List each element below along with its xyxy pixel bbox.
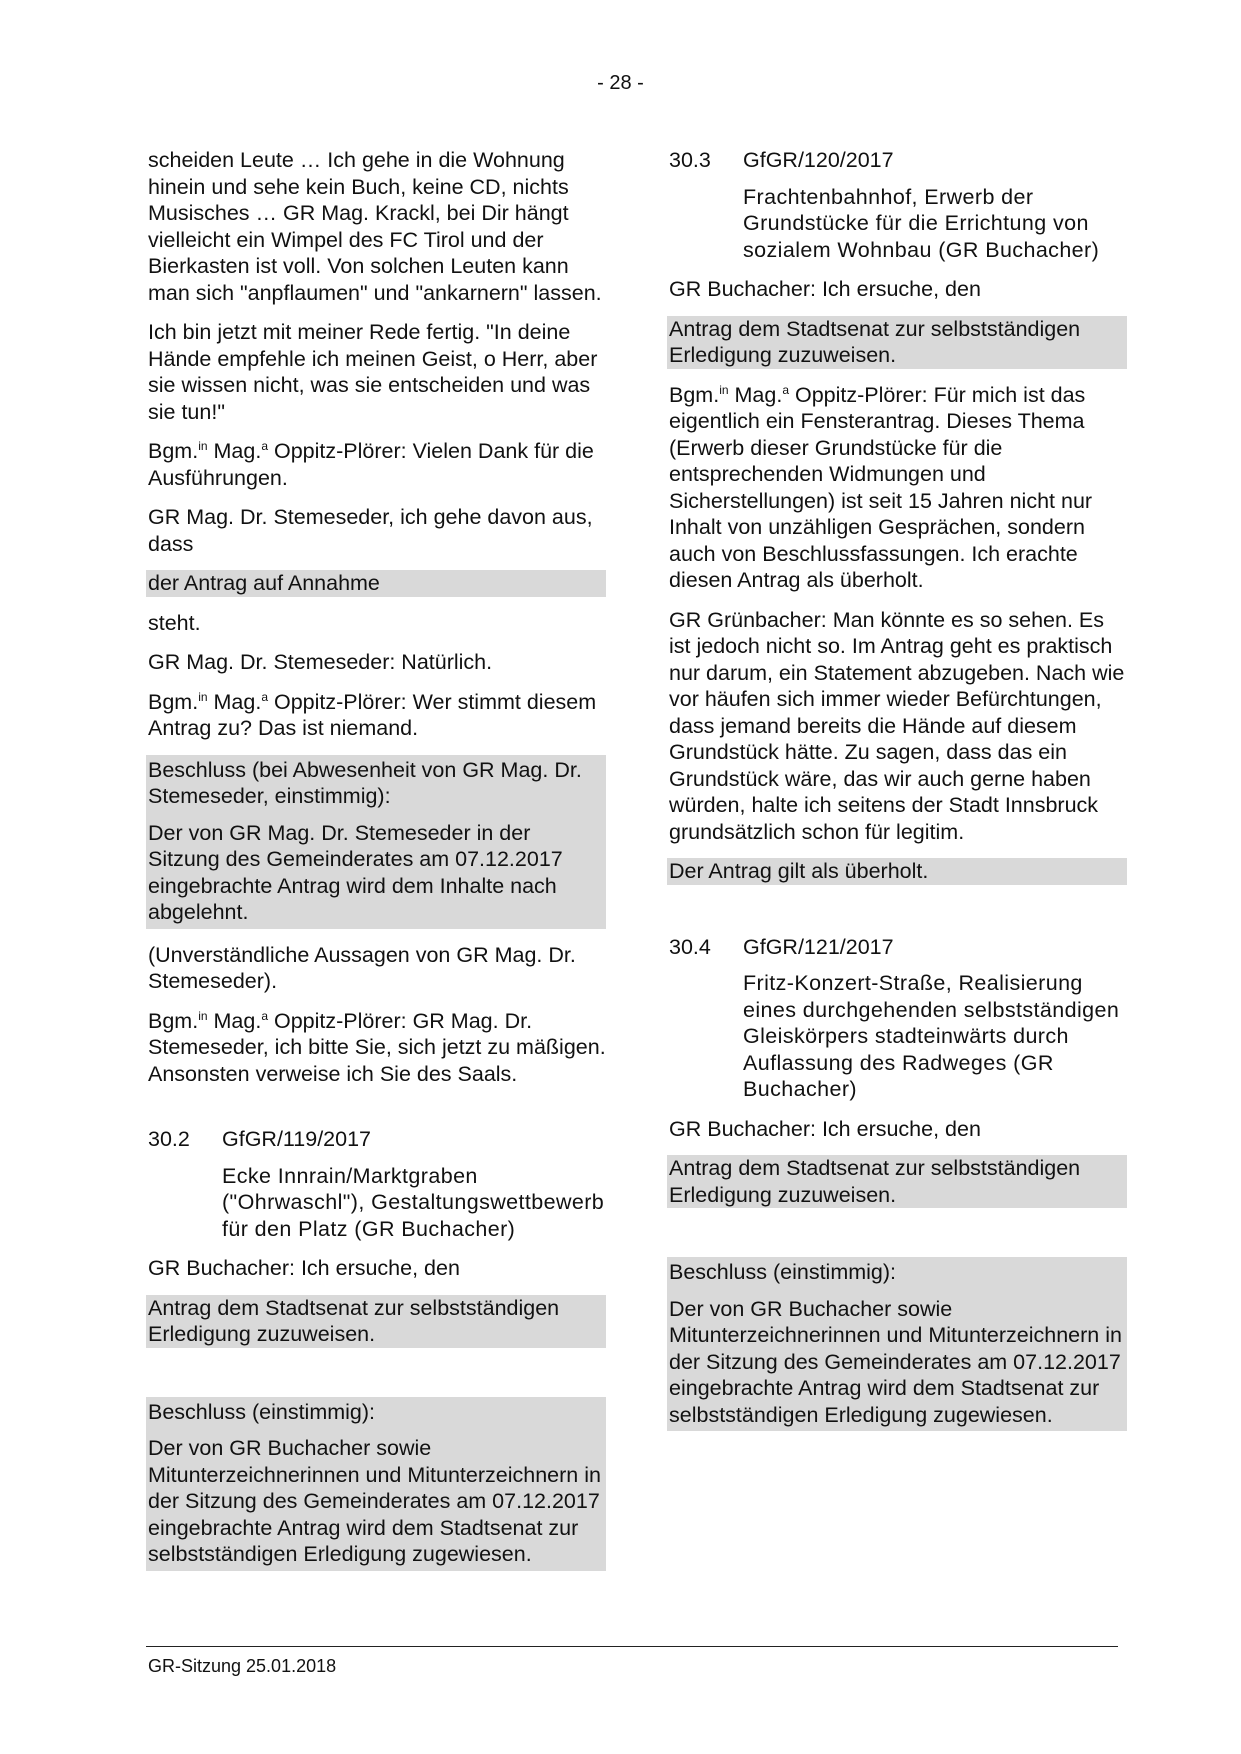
speaker-title: Mag. — [207, 689, 262, 714]
agenda-item-header — [669, 934, 1127, 961]
shaded-text: Antrag dem Stadtsenat zur selbstständigen Erledigung zuzuweisen. — [667, 316, 1127, 369]
speaker-name: Oppitz-Plörer: — [268, 1008, 407, 1033]
resolution-heading: Beschluss (bei Abwesenheit von GR Mag. Dr. Stemeseder, einstimmig): — [148, 757, 582, 808]
agenda-item-code: GfGR/121/2017 — [743, 934, 894, 959]
speaker-title: Mag. — [207, 439, 262, 463]
resolution-text: Der von GR Buchacher sowie Mitunterzeichnerinnen und Mitunterzeichnern in der Sitzung des Gemeinderates am 07.12.2017 eingebrachte Antrag wird dem Stadtsenat zur selbstständigen Erledigung zugewiesen. — [669, 1296, 1122, 1427]
superscript: in — [198, 689, 208, 704]
paragraph: scheiden Leute … Ich gehe in die Wohnung hinein und sehe kein Buch, keine CD, nichts Musisches … GR Mag. Krackl, bei Dir hängt vielleicht ein Wimpel des FC Tirol und der Bierkasten ist voll. Von solchen Leuten kann man sich "anpflaumen" und "ankarnern" lassen. — [148, 148, 602, 305]
agenda-item-number: 30.2 — [148, 1127, 190, 1151]
superscript: a — [261, 438, 268, 453]
speaker-title: Bgm. — [148, 439, 199, 463]
resolution-heading: Beschluss (einstimmig): — [669, 1260, 896, 1284]
agenda-item-header — [669, 147, 1127, 174]
speech-text: GR Mag. Dr. Stemeseder, ich bitte Sie, sich jetzt zu mäßigen. Ansonsten verweise ich Sie des Saals. — [148, 1008, 606, 1086]
speaker-name: Oppitz-Plörer: — [789, 382, 928, 407]
left-column — [146, 147, 606, 1571]
paragraph: GR Buchacher: Ich ersuche, den — [669, 1116, 981, 1141]
agenda-item-number: 30.3 — [669, 148, 711, 172]
agenda-item-number: 30.4 — [669, 934, 711, 959]
speaker-title: Bgm. — [669, 382, 720, 407]
agenda-item-code: GfGR/119/2017 — [222, 1127, 371, 1151]
paragraph: Ich bin jetzt mit meiner Rede fertig. "In deine Hände empfehle ich meinen Geist, o Herr, aber sie wissen nicht, was sie entscheiden und was sie tun!" — [148, 320, 598, 424]
resolution-text: Der von GR Buchacher sowie Mitunterzeichnerinnen und Mitunterzeichnern in der Sitzung des Gemeinderates am 07.12.2017 eingebrachte Antrag wird dem Stadtsenat zur selbstständigen Erledigung zugewiesen. — [148, 1436, 601, 1566]
agenda-item-title: Fritz-Konzert-Straße, Realisierung eines durchgehenden selbstständigen Gleiskörpers stadteinwärts durch Auflassung des Radweges (GR Buchacher) — [743, 971, 1120, 1101]
speaker-title: Bgm. — [148, 689, 199, 714]
footer-text: GR-Sitzung 25.01.2018 — [148, 1656, 337, 1676]
speaker-paragraph — [148, 438, 606, 491]
paragraph: GR Buchacher: Ich ersuche, den — [669, 277, 981, 301]
agenda-item-title: Frachtenbahnhof, Erwerb der Grundstücke für die Errichtung von sozialem Wohnbau (GR Buchacher) — [743, 184, 1100, 262]
footer-divider — [146, 1646, 1118, 1647]
resolution-block — [146, 1397, 606, 1571]
speaker-paragraph — [148, 689, 606, 742]
shaded-text: der Antrag auf Annahme — [146, 570, 606, 597]
paragraph: GR Grünbacher: Man könnte es so sehen. Es ist jedoch nicht so. Im Antrag geht es praktisch nur darum, ein Statement abzugeben. Nach wie vor häufen sich immer wieder Befürchtungen, dass jemand bereits die Hände auf diesem Grundstück hätte. Zu sagen, dass das ein Grundstück wäre, das wir auch gerne haben würden, halte ich seitens der Stadt Innsbruck grundsätzlich schon für legitim. — [669, 607, 1125, 844]
speaker-paragraph — [669, 382, 1127, 594]
superscript: a — [261, 689, 268, 704]
speech-text: Wer stimmt diesem Antrag zu? Das ist niemand. — [148, 689, 597, 740]
superscript: in — [198, 1008, 208, 1023]
shaded-text: Antrag dem Stadtsenat zur selbstständigen Erledigung zuzuweisen. — [146, 1295, 606, 1348]
superscript: in — [198, 438, 208, 453]
speaker-paragraph — [148, 1008, 606, 1088]
paragraph: GR Mag. Dr. Stemeseder: Natürlich. — [148, 650, 493, 674]
speaker-name: Oppitz-Plörer: — [268, 689, 407, 714]
superscript: a — [261, 1008, 268, 1023]
speaker-title: Bgm. — [148, 1008, 199, 1033]
resolution-heading: Beschluss (einstimmig): — [148, 1399, 375, 1424]
shaded-text: Der Antrag gilt als überholt. — [667, 858, 1127, 885]
right-column — [667, 147, 1127, 1431]
paragraph: (Unverständliche Aussagen von GR Mag. Dr. Stemeseder). — [148, 942, 576, 993]
superscript: a — [782, 382, 789, 397]
agenda-item-code: GfGR/120/2017 — [743, 148, 894, 172]
paragraph: GR Mag. Dr. Stemeseder, ich gehe davon aus, dass — [148, 505, 593, 556]
speaker-name: Oppitz-Plörer: — [268, 439, 407, 463]
resolution-block — [146, 755, 606, 929]
resolution-block — [667, 1257, 1127, 1431]
resolution-text: Der von GR Mag. Dr. Stemeseder in der Sitzung des Gemeinderates am 07.12.2017 eingebrachte Antrag wird dem Inhalte nach abgelehnt. — [148, 820, 563, 924]
speech-text: Für mich ist das eigentlich ein Fensterantrag. Dieses Thema (Erwerb dieser Grundstücke für die entsprechenden Widmungen und Sicherstellungen) ist seit 15 Jahren nicht nur Inhalt von unzähligen Gesprächen, sondern auch von Beschlussfassungen. Ich erachte diesen Antrag als überholt. — [669, 382, 1093, 592]
paragraph: steht. — [148, 610, 201, 635]
speech-text: Vielen Dank für die Ausführungen. — [148, 439, 594, 490]
superscript: in — [719, 382, 729, 397]
speaker-title: Mag. — [728, 382, 783, 407]
page-number: - 28 - — [597, 72, 644, 94]
paragraph: GR Buchacher: Ich ersuche, den — [148, 1256, 460, 1280]
agenda-item-header — [148, 1126, 606, 1153]
speaker-title: Mag. — [207, 1008, 262, 1033]
agenda-item-title: Ecke Innrain/Marktgraben ("Ohrwaschl"), Gestaltungswettbewerb für den Platz (GR Buchacher) — [222, 1163, 605, 1241]
shaded-text: Antrag dem Stadtsenat zur selbstständigen Erledigung zuzuweisen. — [667, 1155, 1127, 1208]
